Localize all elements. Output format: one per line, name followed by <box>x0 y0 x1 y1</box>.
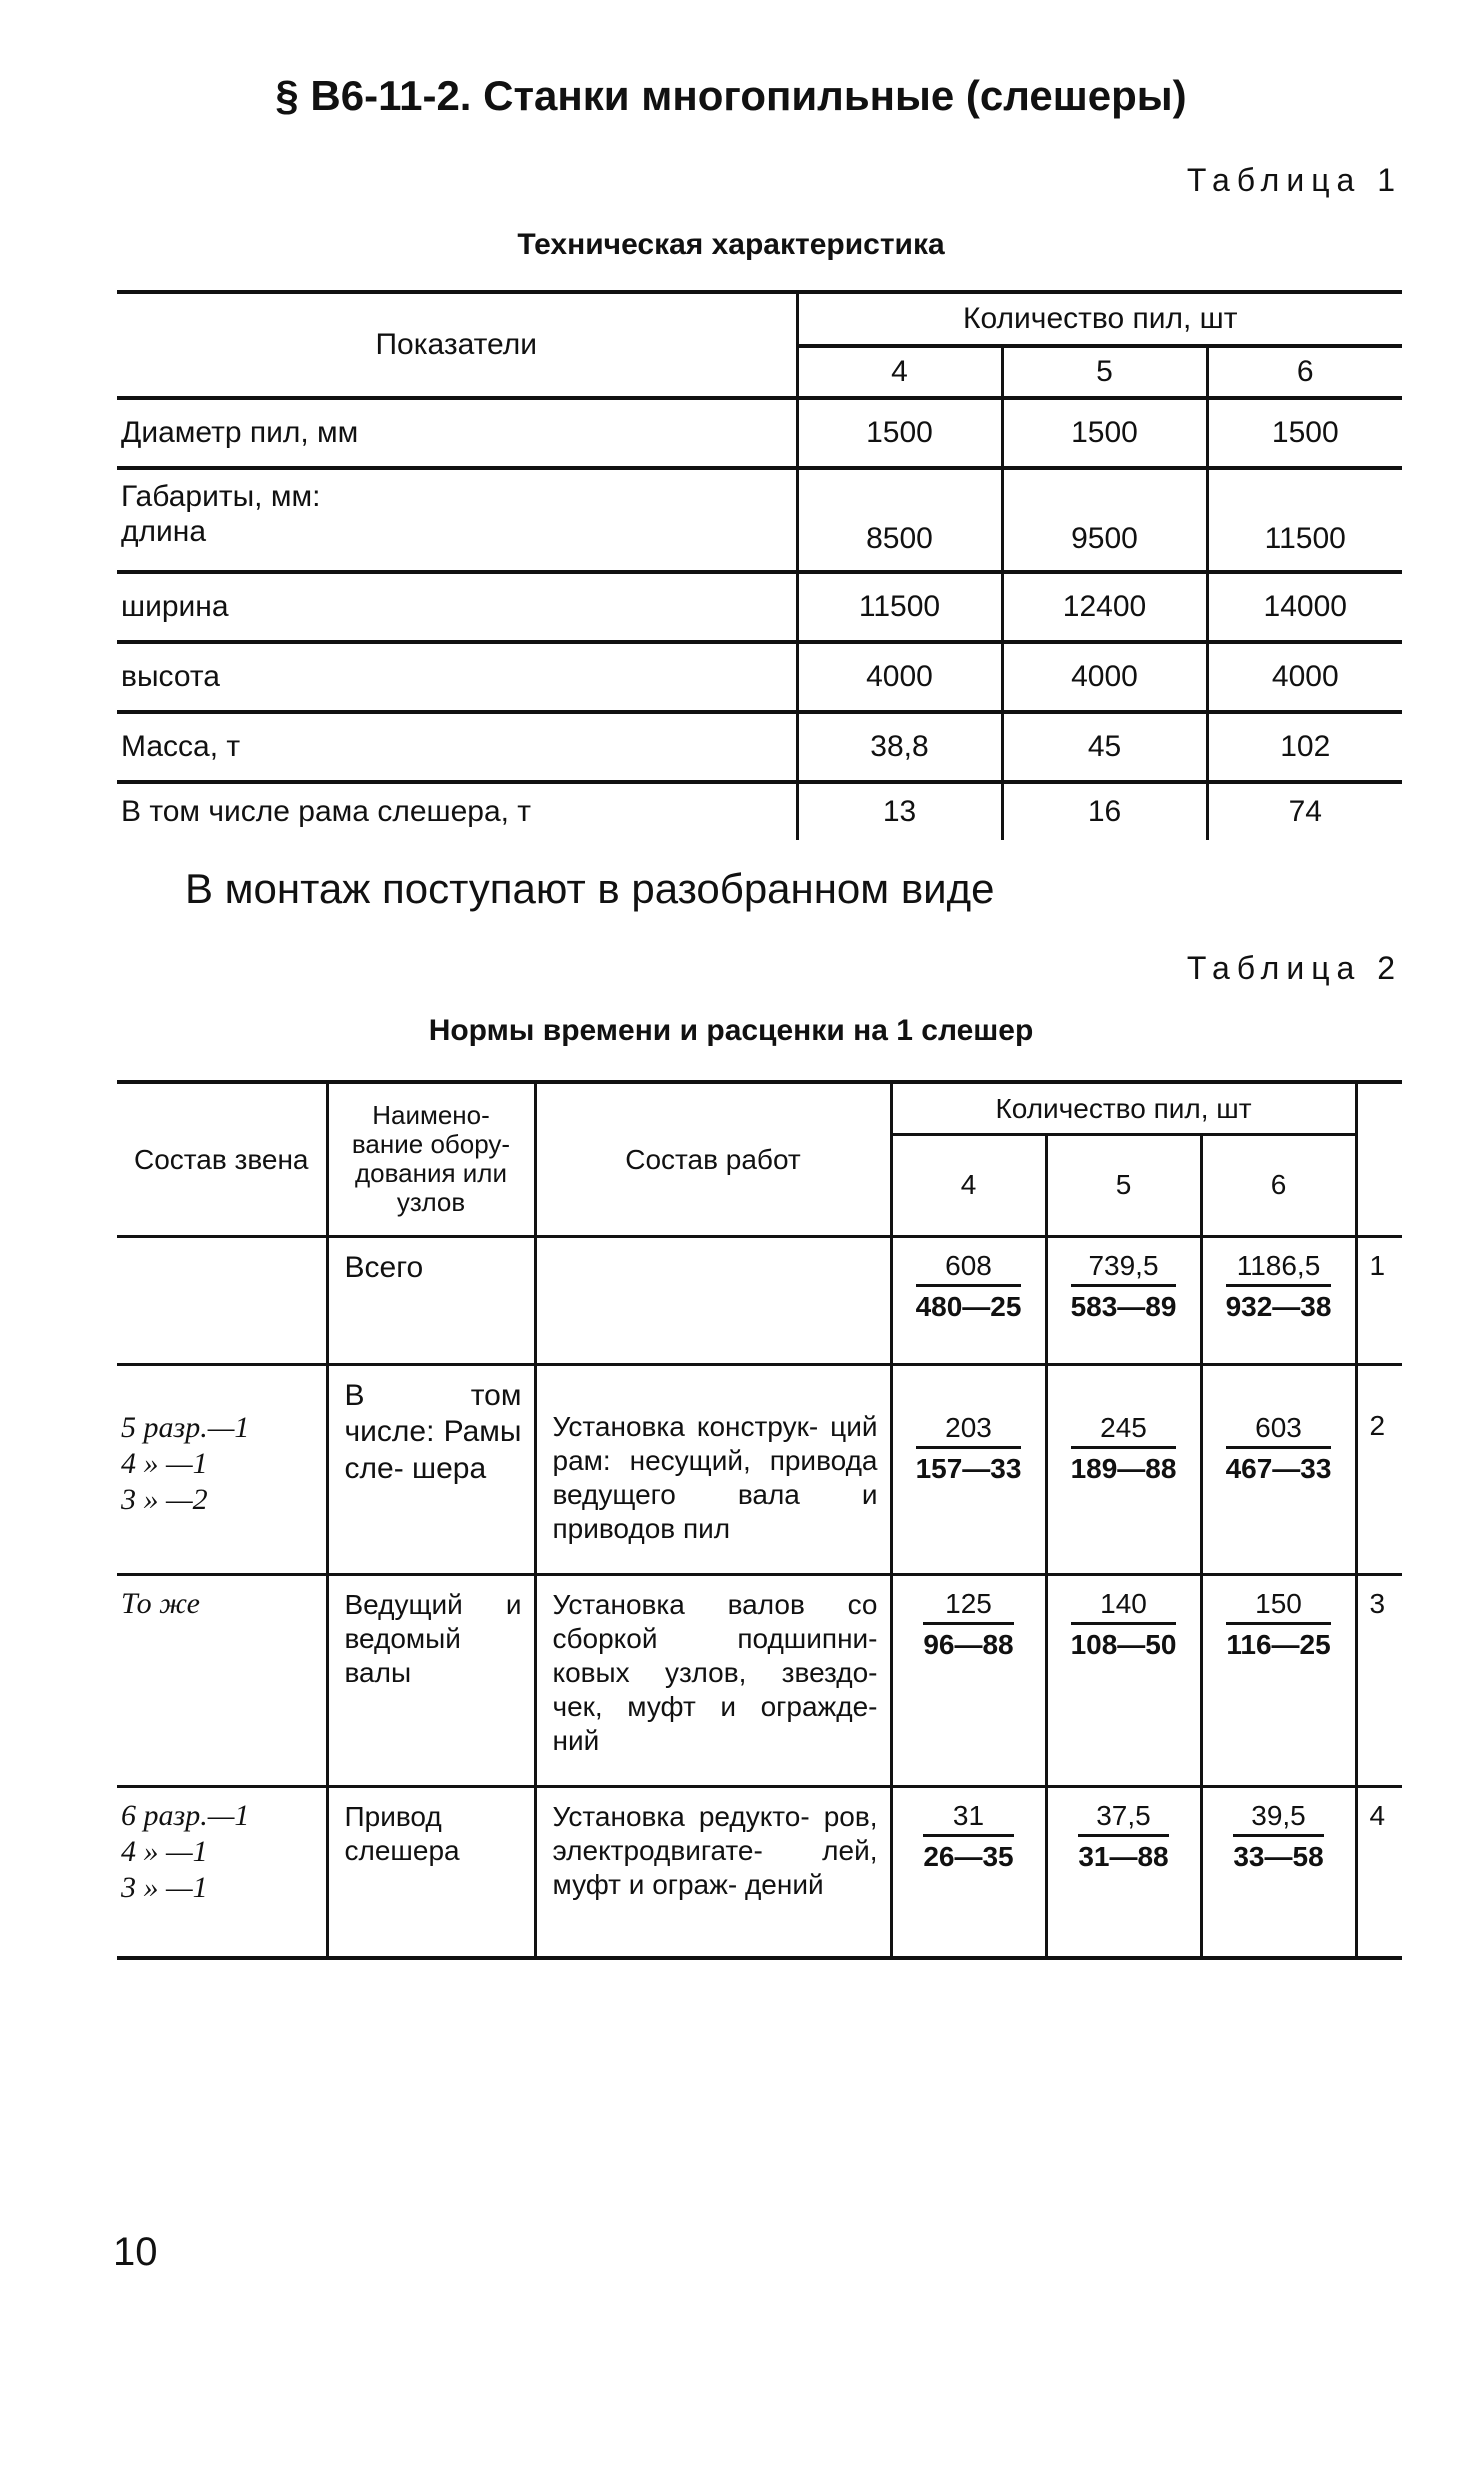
t2-norm-fraction <box>1226 1250 1332 1323</box>
t1-cell: 8500 <box>797 468 1002 572</box>
t2-norm-rate: 108—50 <box>1070 1628 1177 1660</box>
t2-norm-rate: 31—88 <box>1078 1840 1169 1872</box>
t2-norm-time: 603 <box>1226 1412 1332 1449</box>
t2-row <box>117 1364 1402 1574</box>
t2-crew-line: 4 » —1 <box>121 1834 208 1868</box>
t1-cell: 74 <box>1207 782 1402 840</box>
t2-norm-rate: 189—88 <box>1070 1452 1177 1484</box>
t2-crew-line: То же <box>121 1586 200 1620</box>
t1-row-label: Диаметр пил, мм <box>117 398 797 468</box>
t2-work: Установка конструк- ций рам: несущий, привода ведущего вала и приводов пил <box>535 1364 891 1574</box>
t2-row-number: 1 <box>1356 1236 1402 1364</box>
t2-norm-fraction <box>1071 1588 1177 1661</box>
t1-cell: 4000 <box>1002 642 1207 712</box>
t1-cell: 102 <box>1207 712 1402 782</box>
t2-norm-time: 31 <box>923 1800 1013 1837</box>
t1-row-label: Габариты, мм: <box>121 480 321 513</box>
t1-cell: 11500 <box>1207 468 1402 572</box>
t2-norm-fraction <box>1078 1800 1168 1873</box>
t1-col-5: 5 <box>1002 346 1207 398</box>
t2-norm-fraction <box>916 1250 1022 1323</box>
t2-norm-time: 125 <box>923 1588 1013 1625</box>
t2-work <box>535 1236 891 1364</box>
t1-row <box>117 398 1402 468</box>
t1-header-group: Количество пил, шт <box>797 292 1402 346</box>
t2-norm-time: 140 <box>1071 1588 1177 1625</box>
t1-cell: 4000 <box>797 642 1002 712</box>
t2-norm-rate: 96—88 <box>923 1628 1014 1660</box>
t1-row-label: В том числе рама слешера, т <box>117 782 797 840</box>
t2-equipment: Привод слешера <box>327 1786 535 1958</box>
t2-row <box>117 1236 1402 1364</box>
t2-header-work: Состав работ <box>535 1082 891 1236</box>
t2-row-number: 4 <box>1356 1786 1402 1958</box>
t2-norm-time: 150 <box>1226 1588 1330 1625</box>
t1-row-label: Масса, т <box>117 712 797 782</box>
t2-norm-time: 1186,5 <box>1226 1250 1332 1287</box>
t2-row-number: 2 <box>1356 1364 1402 1574</box>
t1-cell: 45 <box>1002 712 1207 782</box>
t2-row <box>117 1574 1402 1786</box>
table1-caption: Техническая характеристика <box>517 228 945 261</box>
t2-norm-fraction <box>1226 1412 1332 1485</box>
t2-work: Установка редукто- ров, электродвигате- лей, муфт и ограж- дений <box>535 1786 891 1958</box>
table2-label: Таблица 2 <box>1186 950 1402 986</box>
t2-work: Установка валов со сборкой подшипни- ковых узлов, звездо- чек, муфт и огражде- ний <box>535 1574 891 1786</box>
t2-norm-rate: 26—35 <box>923 1840 1014 1872</box>
norms-table <box>117 1080 1402 1960</box>
t1-cell: 1500 <box>1002 398 1207 468</box>
t1-cell: 9500 <box>1002 468 1207 572</box>
t2-norm-time: 739,5 <box>1071 1250 1177 1287</box>
t1-row-sublabel: длина <box>121 514 207 548</box>
t2-norm-fraction <box>1071 1250 1177 1323</box>
t1-cell: 14000 <box>1207 572 1402 642</box>
t2-crew-line: 3 » —1 <box>121 1870 208 1904</box>
t2-norm-rate: 33—58 <box>1233 1840 1324 1872</box>
t2-header-crew: Состав звена <box>117 1082 327 1236</box>
t1-cell: 11500 <box>797 572 1002 642</box>
t1-row <box>117 782 1402 840</box>
t2-equipment: Всего <box>327 1236 535 1364</box>
t2-row <box>117 1786 1402 1958</box>
t2-norm-fraction <box>1071 1412 1177 1485</box>
t1-row-label: ширина <box>117 572 797 642</box>
table2-caption: Нормы времени и расценки на 1 слешер <box>428 1014 1034 1047</box>
t2-norm-fraction <box>923 1800 1013 1873</box>
t1-row <box>117 712 1402 782</box>
t2-norm-time: 245 <box>1071 1412 1177 1449</box>
t1-cell: 12400 <box>1002 572 1207 642</box>
t2-header-group: Количество пил, шт <box>891 1082 1356 1134</box>
t2-crew-line: 6 разр.—1 <box>121 1798 250 1832</box>
t2-row-number: 3 <box>1356 1574 1402 1786</box>
t2-norm-time: 203 <box>916 1412 1022 1449</box>
t2-norm-rate: 467—33 <box>1225 1452 1332 1484</box>
t2-norm-time: 608 <box>916 1250 1022 1287</box>
t2-crew-line: 4 » —1 <box>121 1446 208 1480</box>
t1-cell: 1500 <box>797 398 1002 468</box>
specs-table <box>117 290 1402 840</box>
t2-norm-fraction <box>916 1412 1022 1485</box>
t2-norm-time: 39,5 <box>1233 1800 1323 1837</box>
t2-crew-cell <box>117 1236 327 1364</box>
t2-equipment: В том числе: Рамы сле- шера <box>327 1364 535 1574</box>
t1-row-label: высота <box>117 642 797 712</box>
t2-col-5: 5 <box>1046 1134 1201 1236</box>
t1-col-4: 4 <box>797 346 1002 398</box>
t2-header-equipment: Наимено- вание обору- дования или узлов <box>327 1082 535 1236</box>
assembly-note: В монтаж поступают в разобранном виде <box>185 865 995 912</box>
page-number: 10 <box>113 2230 158 2274</box>
t2-col-6: 6 <box>1201 1134 1356 1236</box>
t2-norm-rate: 480—25 <box>915 1290 1022 1322</box>
t2-equipment: Ведущий и ведомый валы <box>327 1574 535 1786</box>
t1-col-6: 6 <box>1207 346 1402 398</box>
t2-header-num <box>1356 1082 1402 1236</box>
t2-crew-line: 3 » —2 <box>121 1482 208 1516</box>
t2-norm-rate: 116—25 <box>1226 1628 1331 1660</box>
t1-cell: 4000 <box>1207 642 1402 712</box>
t2-norm-time: 37,5 <box>1078 1800 1168 1837</box>
t2-norm-fraction <box>1226 1588 1330 1661</box>
t2-col-4: 4 <box>891 1134 1046 1236</box>
t1-cell: 38,8 <box>797 712 1002 782</box>
t2-crew-line: 5 разр.—1 <box>121 1410 250 1444</box>
t2-norm-fraction <box>1233 1800 1323 1873</box>
t2-norm-fraction <box>923 1588 1013 1661</box>
t1-cell: 13 <box>797 782 1002 840</box>
t1-cell: 16 <box>1002 782 1207 840</box>
t1-header-indicators: Показатели <box>117 292 797 398</box>
table1-label: Таблица 1 <box>1186 162 1402 198</box>
t1-row <box>117 572 1402 642</box>
t2-norm-rate: 157—33 <box>915 1452 1022 1484</box>
page-title: § В6-11-2. Станки многопильные (слешеры) <box>275 72 1187 119</box>
t1-row <box>117 468 1402 572</box>
t2-norm-rate: 583—89 <box>1070 1290 1177 1322</box>
t1-cell: 1500 <box>1207 398 1402 468</box>
t2-norm-rate: 932—38 <box>1225 1290 1332 1322</box>
t1-row <box>117 642 1402 712</box>
